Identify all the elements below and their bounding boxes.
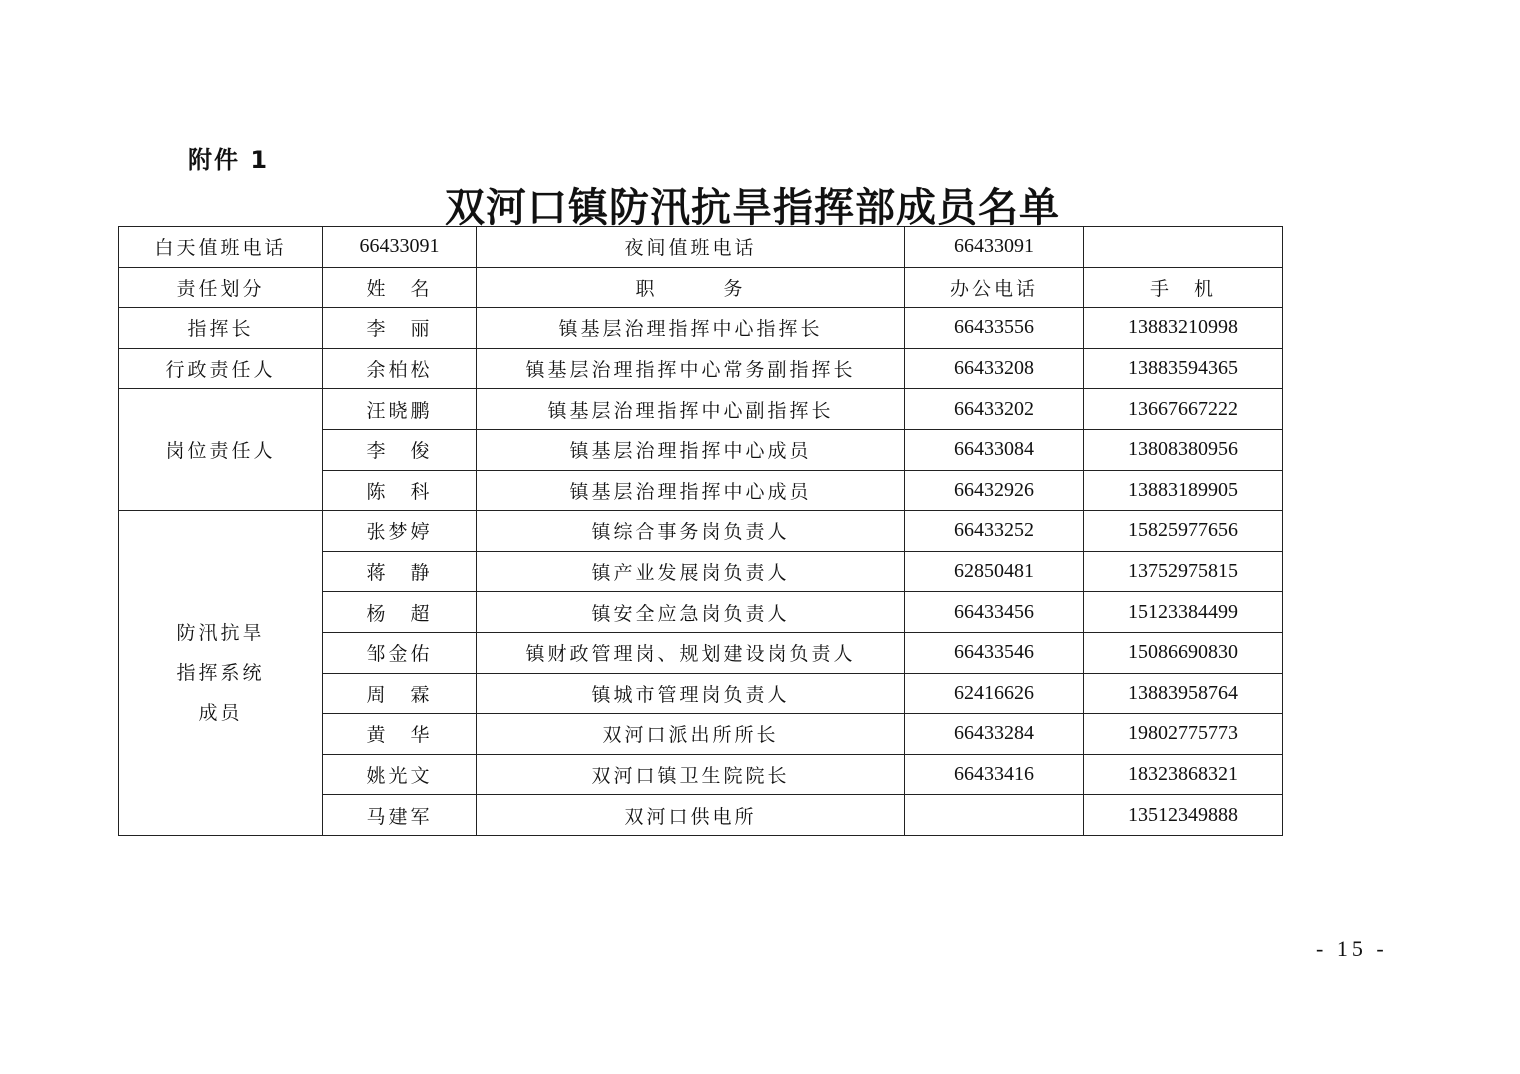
member-mobile: 13808380956: [1084, 429, 1283, 470]
member-name: 蒋 静: [323, 551, 477, 592]
header-responsibility: 责任划分: [119, 267, 323, 308]
member-mobile: 15086690830: [1084, 632, 1283, 673]
night-duty-phone: 66433091: [905, 227, 1084, 268]
member-mobile: 13883210998: [1084, 308, 1283, 349]
table-row: [119, 308, 1283, 349]
member-office-phone: 66433546: [905, 632, 1084, 673]
group-system-line: 成员: [198, 702, 243, 725]
member-name: 周 霖: [323, 673, 477, 714]
member-name: 马建军: [323, 795, 477, 836]
member-office-phone: 66433556: [905, 308, 1084, 349]
day-duty-label: 白天值班电话: [119, 227, 323, 268]
document-title: 双河口镇防汛抗旱指挥部成员名单: [445, 184, 1060, 231]
member-name: 余柏松: [323, 348, 477, 389]
member-office-phone: 66433284: [905, 714, 1084, 755]
roster-table: [118, 226, 1283, 836]
member-position: 双河口派出所所长: [477, 714, 905, 755]
group-post: 岗位责任人: [119, 389, 323, 511]
member-position: 镇基层治理指挥中心指挥长: [477, 308, 905, 349]
member-mobile: 13883594365: [1084, 348, 1283, 389]
member-position: 镇基层治理指挥中心成员: [477, 470, 905, 511]
group-commander: 指挥长: [119, 308, 323, 349]
member-name: 邹金佑: [323, 632, 477, 673]
group-system-line: 防汛抗旱: [176, 622, 265, 645]
duty-row: [119, 227, 1283, 268]
member-office-phone: 62850481: [905, 551, 1084, 592]
member-position: 镇产业发展岗负责人: [477, 551, 905, 592]
member-position: 镇安全应急岗负责人: [477, 592, 905, 633]
member-name: 姚光文: [323, 754, 477, 795]
member-mobile: 15123384499: [1084, 592, 1283, 633]
member-office-phone: 66433416: [905, 754, 1084, 795]
member-office-phone: 66433456: [905, 592, 1084, 633]
member-mobile: 18323868321: [1084, 754, 1283, 795]
night-duty-label: 夜间值班电话: [477, 227, 905, 268]
member-name: 李 丽: [323, 308, 477, 349]
member-mobile: 13883958764: [1084, 673, 1283, 714]
member-position: 双河口镇卫生院院长: [477, 754, 905, 795]
header-row: [119, 267, 1283, 308]
member-mobile: 19802775773: [1084, 714, 1283, 755]
member-name: 汪晓鹏: [323, 389, 477, 430]
member-office-phone: 66432926: [905, 470, 1084, 511]
member-mobile: 13883189905: [1084, 470, 1283, 511]
member-mobile: 13667667222: [1084, 389, 1283, 430]
member-name: 张梦婷: [323, 511, 477, 552]
annex-label: 附件 1: [188, 146, 270, 174]
member-mobile: 13752975815: [1084, 551, 1283, 592]
member-name: 黄 华: [323, 714, 477, 755]
group-system-line: 指挥系统: [176, 662, 265, 685]
member-position: 镇财政管理岗、规划建设岗负责人: [477, 632, 905, 673]
group-system-members: [119, 511, 323, 836]
member-position: 双河口供电所: [477, 795, 905, 836]
header-mobile: 手 机: [1084, 267, 1283, 308]
member-position: 镇基层治理指挥中心常务副指挥长: [477, 348, 905, 389]
member-mobile: 15825977656: [1084, 511, 1283, 552]
group-admin: 行政责任人: [119, 348, 323, 389]
member-office-phone: 66433252: [905, 511, 1084, 552]
header-name: 姓 名: [323, 267, 477, 308]
member-name: 陈 科: [323, 470, 477, 511]
member-name: 李 俊: [323, 429, 477, 470]
member-position: 镇综合事务岗负责人: [477, 511, 905, 552]
member-name: 杨 超: [323, 592, 477, 633]
member-position: 镇城市管理岗负责人: [477, 673, 905, 714]
header-office-phone: 办公电话: [905, 267, 1084, 308]
member-mobile: 13512349888: [1084, 795, 1283, 836]
table-row: [119, 348, 1283, 389]
member-office-phone: 66433084: [905, 429, 1084, 470]
member-office-phone: 66433208: [905, 348, 1084, 389]
day-duty-phone: 66433091: [323, 227, 477, 268]
page-number: - 15 -: [1316, 936, 1388, 961]
table-row: [119, 511, 1283, 552]
table-row: [119, 389, 1283, 430]
member-office-phone: [905, 795, 1084, 836]
member-position: 镇基层治理指挥中心副指挥长: [477, 389, 905, 430]
header-position: 职 务: [477, 267, 905, 308]
duty-extra-cell: [1084, 227, 1283, 268]
member-office-phone: 66433202: [905, 389, 1084, 430]
member-office-phone: 62416626: [905, 673, 1084, 714]
member-position: 镇基层治理指挥中心成员: [477, 429, 905, 470]
